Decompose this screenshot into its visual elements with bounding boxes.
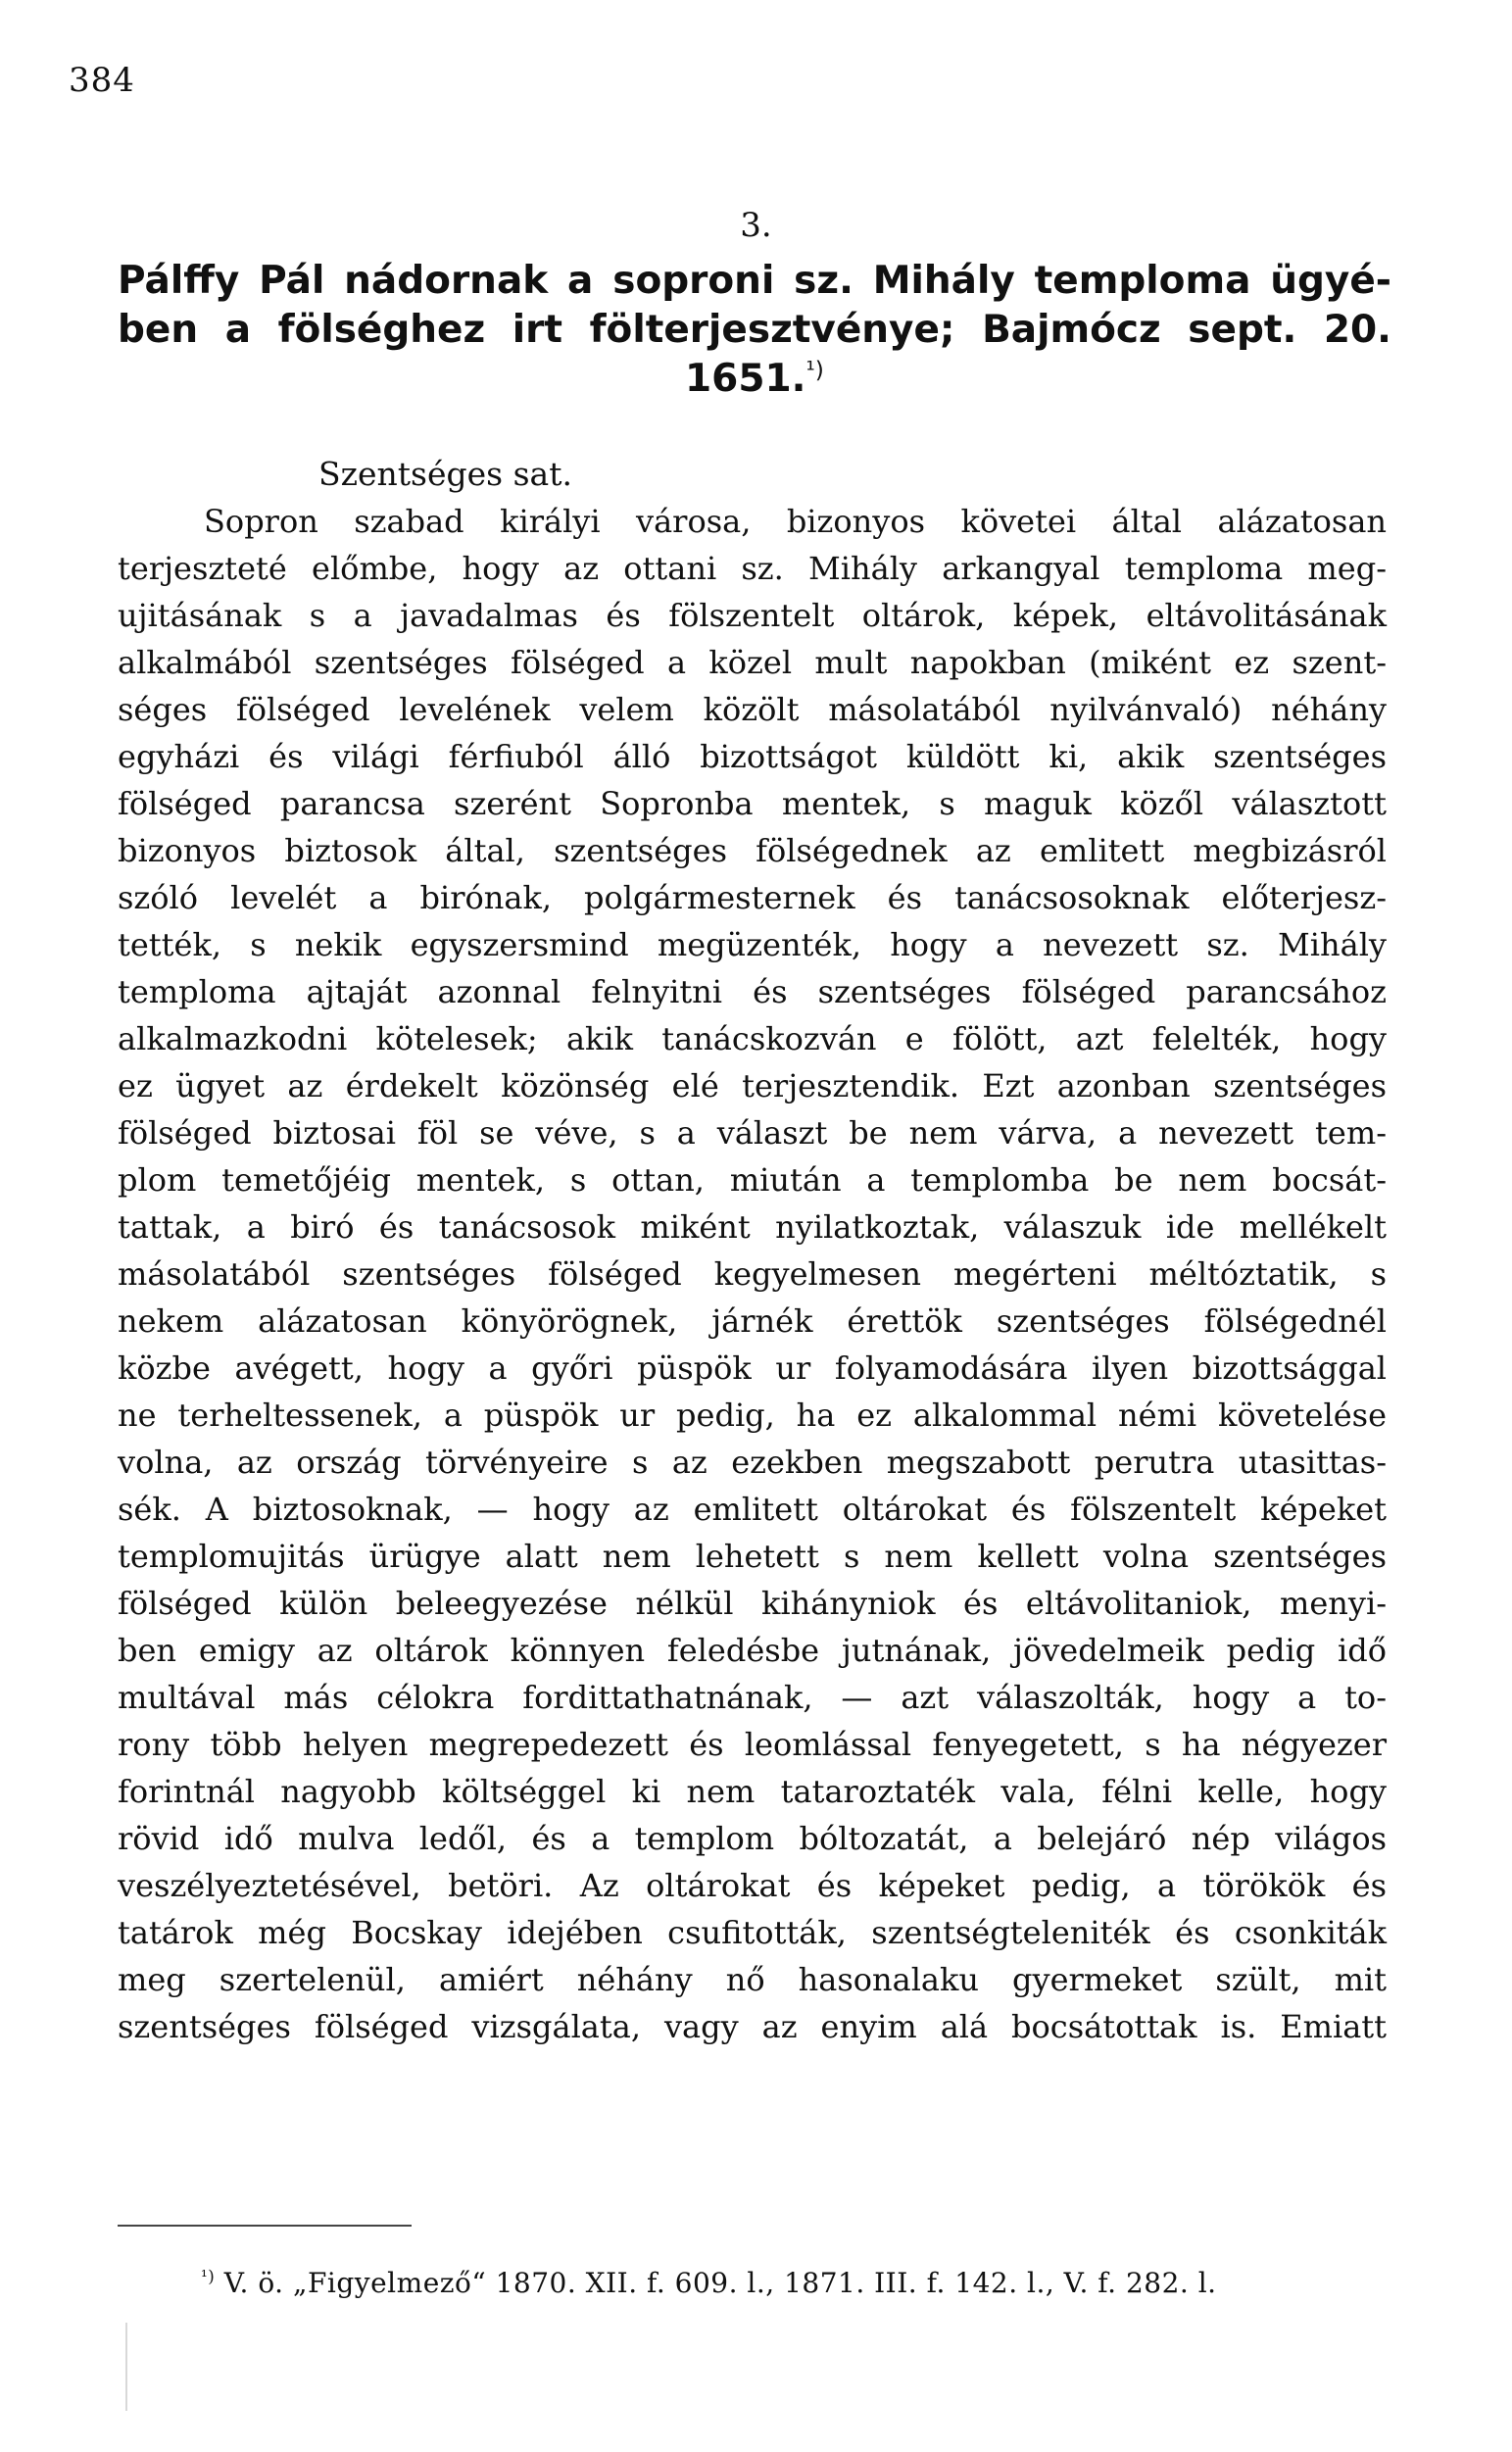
footnote-marker: ¹) — [201, 2266, 216, 2286]
body-line: ne terheltessenek, a püspök ur pedig, ha ez alkalommal némi követelése — [118, 1397, 1387, 1434]
body-line: ben emigy az oltárok könnyen feledésbe jutnának, jövedelmeik pedig idő — [118, 1632, 1387, 1669]
body-text — [118, 498, 1387, 2050]
body-line: tattak, a biró és tanácsosok miként nyilatkoztak, válaszuk ide mellékelt — [118, 1208, 1387, 1246]
body-line: fölséged külön beleegyezése nélkül kihányniok és eltávolitaniok, menyi- — [118, 1585, 1387, 1622]
heading-line: 1651. — [685, 357, 806, 401]
body-line: szentséges fölséged vizsgálata, vagy az enyim alá bocsátottak is. Emiatt — [118, 2008, 1387, 2045]
body-line: meg szertelenül, amiért néhány nő hasonalaku gyermeket szült, mit — [118, 1961, 1387, 1998]
footnote-text: V. ö. „Figyelmező“ 1870. XII. f. 609. l., 1871. III. f. 142. l., V. f. 282. l. — [223, 2267, 1217, 2299]
body-line: ujitásának s a javadalmas és fölszentelt oltárok, képek, eltávolitásának — [118, 597, 1387, 634]
body-line: fölséged biztosai föl se véve, s a választ be nem várva, a nevezett tem- — [118, 1114, 1387, 1152]
body-line: fölséged parancsa szerént Sopronba mentek, s maguk közől választott — [118, 785, 1387, 822]
body-line: séges fölséged levelének velem közölt másolatából nyilvánvaló) néhány — [118, 691, 1387, 728]
body-line: tatárok még Bocskay idejében csufitották, szentségteleniték és csonkiták — [118, 1914, 1387, 1951]
body-line: bizonyos biztosok által, szentséges fölségednek az emlitett megbizásról — [118, 832, 1387, 869]
heading-line-last — [118, 355, 1391, 404]
salutation: Szentséges sat. — [318, 455, 572, 493]
body-line: Sopron szabad királyi városa, bizonyos követei által alázatosan — [204, 503, 1387, 540]
section-number: 3. — [740, 206, 772, 245]
page-number: 384 — [69, 61, 135, 100]
heading-line: Pálffy Pál nádornak a soproni sz. Mihály temploma ügyé- — [118, 259, 1391, 303]
body-line: alkalmazkodni kötelesek; akik tanácskozván e fölött, azt felelték, hogy — [118, 1020, 1387, 1057]
body-line: alkalmából szentséges fölséged a közel mult napokban (miként ez szent- — [118, 644, 1387, 681]
body-line: rövid idő mulva ledől, és a templom bóltozatát, a belejáró nép világos — [118, 1820, 1387, 1857]
body-line: volna, az ország törvényeire s az ezekben megszabott perutra utasittas- — [118, 1444, 1387, 1481]
body-line: veszélyeztetésével, betöri. Az oltárokat és képeket pedig, a törökök és — [118, 1867, 1387, 1904]
footnote-divider — [118, 2225, 412, 2227]
body-line: egyházi és világi férfiuból álló bizottságot küldött ki, akik szentséges — [118, 738, 1387, 775]
body-line: másolatából szentséges fölséged kegyelmesen megérteni méltóztatik, s — [118, 1255, 1387, 1293]
heading-footnote-ref: ¹) — [805, 356, 824, 383]
body-line: plom temetőjéig mentek, s ottan, miután a templomba be nem bocsát- — [118, 1161, 1387, 1199]
footnote — [201, 2264, 1217, 2303]
body-line: templomujitás ürügye alatt nem lehetett s nem kellett volna szentséges — [118, 1538, 1387, 1575]
body-line: multával más célokra fordittathatnának, — azt válaszolták, hogy a to- — [118, 1679, 1387, 1716]
body-line: terjeszteté előmbe, hogy az ottani sz. Mihály arkangyal temploma meg- — [118, 550, 1387, 587]
body-line: sék. A biztosoknak, — hogy az emlitett oltárokat és fölszentelt képeket — [118, 1491, 1387, 1528]
body-line: forintnál nagyobb költséggel ki nem tataroztaték vala, félni kelle, hogy — [118, 1773, 1387, 1810]
body-line: közbe avégett, hogy a győri püspök ur folyamodására ilyen bizottsággal — [118, 1349, 1387, 1387]
body-line: nekem alázatosan könyörögnek, járnék érettök szentséges fölségednél — [118, 1302, 1387, 1340]
document-heading — [118, 257, 1391, 404]
body-line: ez ügyet az érdekelt közönség elé terjesztendik. Ezt azonban szentséges — [118, 1067, 1387, 1104]
body-line: rony több helyen megrepedezett és leomlással fenyegetett, s ha négyezer — [118, 1726, 1387, 1763]
body-line: tették, s nekik egyszersmind megüzenték, hogy a nevezett sz. Mihály — [118, 926, 1387, 963]
body-line: szóló levelét a birónak, polgármesternek és tanácsosoknak előterjesz- — [118, 879, 1387, 916]
heading-line: ben a fölséghez irt fölterjesztvénye; Bajmócz sept. 20. — [118, 308, 1391, 352]
body-line: temploma ajtaját azonnal felnyitni és szentséges fölséged parancsához — [118, 973, 1387, 1010]
scan-margin-mark — [125, 2323, 127, 2411]
